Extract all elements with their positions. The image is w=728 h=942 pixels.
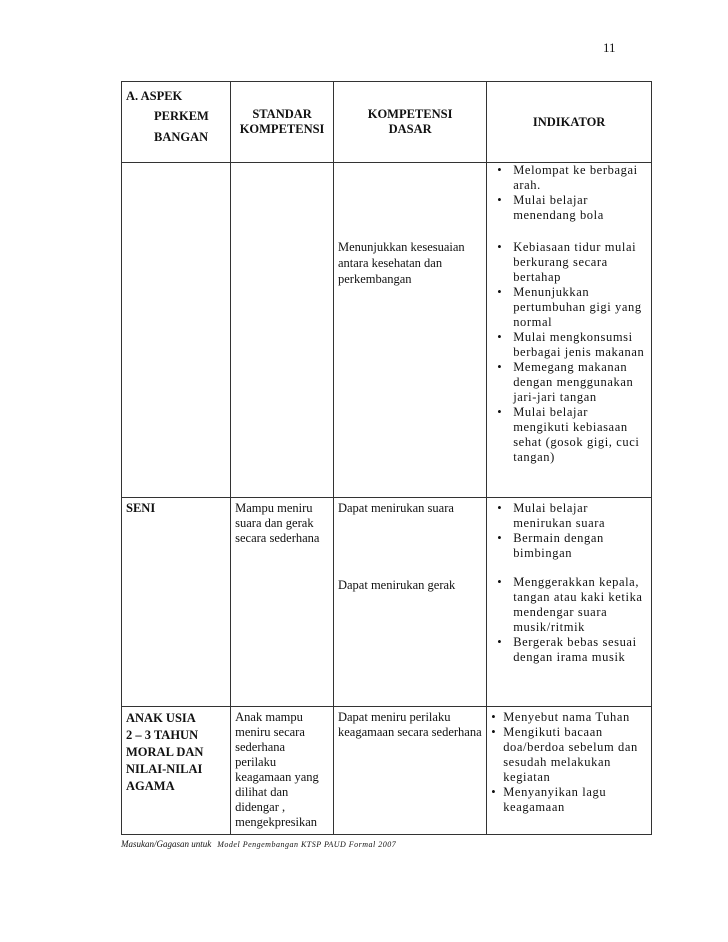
footer-part1: Masukan/Gagasan untuk: [121, 839, 212, 849]
header-indikator: [487, 82, 652, 163]
list-item: • Bergerak bebas sesuai dengan irama musik: [491, 635, 647, 665]
curriculum-table: [121, 81, 652, 835]
list-item: • Melompat ke berbagai arah.: [491, 163, 647, 193]
header-kompetensi-line2: DASAR: [388, 122, 432, 136]
kompetensi-text: Dapat menirukan gerak: [337, 578, 456, 592]
cell-kompetensi-moral: Dapat meniru perilaku keagamaan secara sederhana: [333, 707, 486, 835]
header-standar-line2: KOMPETENSI: [239, 122, 325, 136]
cell-standar-moral: Anak mampu meniru secara sederhana perilaku keagamaan yang dilihat dan didengar , mengekpresikan: [231, 707, 334, 835]
cell-standar-seni: Mampu meniru suara dan gerak secara sederhana: [231, 498, 334, 707]
header-standar-kompetensi: [231, 82, 334, 163]
cell-indikator: [487, 163, 652, 498]
cell-aspek-seni: SENI: [122, 498, 231, 707]
list-item: • Mulai belajar mengikuti kebiasaan sehat (gosok gigi, cuci tangan): [491, 405, 647, 465]
aspek-moral-line3: MORAL DAN: [126, 745, 204, 759]
aspek-moral-line5: AGAMA: [126, 779, 175, 793]
list-item: • Mengikuti bacaan doa/berdoa sebelum dan sesudah melakukan kegiatan: [491, 725, 647, 785]
cell-indikator-seni: [487, 498, 652, 707]
list-item: • Menggerakkan kepala, tangan atau kaki ketika mendengar suara musik/ritmik: [491, 575, 647, 635]
cell-kompetensi: [333, 163, 486, 498]
cell-indikator-moral: [487, 707, 652, 835]
aspek-moral-line4: NILAI-NILAI: [126, 762, 203, 776]
table-row-moral: [122, 707, 652, 835]
header-aspek: [122, 82, 231, 163]
header-standar-line1: STANDAR: [252, 107, 312, 121]
indikator-list-moral: [491, 710, 647, 815]
list-item: • Bermain dengan bimbingan: [491, 531, 647, 561]
header-kompetensi-line1: KOMPETENSI: [367, 107, 453, 121]
header-kompetensi-dasar: [333, 82, 486, 163]
list-item: • Mulai mengkonsumsi berbagai jenis makanan: [491, 330, 647, 360]
aspek-moral-line2: 2 – 3 TAHUN: [126, 728, 199, 742]
footer-part2: Model Pengembangan KTSP PAUD Formal 2007: [217, 840, 397, 849]
list-item: • Menyebut nama Tuhan: [491, 710, 647, 725]
cell-kompetensi-seni: [333, 498, 486, 707]
table-header-row: [122, 82, 652, 163]
page-number: 11: [603, 40, 616, 55]
cell-aspek-empty: [122, 163, 231, 498]
header-aspek-line1: A. ASPEK: [126, 89, 183, 103]
table-row-kesehatan: [122, 163, 652, 498]
indikator-list-2: [491, 240, 647, 465]
header-aspek-line3: BANGAN: [154, 130, 209, 144]
list-item: • Mulai belajar menendang bola: [491, 193, 647, 223]
list-item: • Kebiasaan tidur mulai berkurang secara bertahap: [491, 240, 647, 285]
list-item: • Menyanyikan lagu keagamaan: [491, 785, 647, 815]
header-aspek-line2: PERKEM: [154, 109, 209, 123]
indikator-list-seni-2: [491, 575, 647, 665]
list-item: • Memegang makanan dengan menggunakan jari-jari tangan: [491, 360, 647, 405]
indikator-list-seni-1: [491, 501, 647, 561]
table-row-seni: [122, 498, 652, 707]
list-item: • Menunjukkan pertumbuhan gigi yang normal: [491, 285, 647, 330]
kompetensi-text: Dapat menirukan suara: [337, 501, 454, 515]
indikator-list-1: [491, 163, 647, 223]
page-footer: [121, 839, 396, 849]
header-indikator-label: INDIKATOR: [532, 114, 606, 129]
aspek-moral-line1: ANAK USIA: [126, 711, 196, 725]
cell-standar-empty: [231, 163, 334, 498]
list-item: • Mulai belajar menirukan suara: [491, 501, 647, 531]
kompetensi-text: Menunjukkan kesesuaian antara kesehatan dan perkembangan: [337, 240, 465, 286]
cell-aspek-moral: [122, 707, 231, 835]
